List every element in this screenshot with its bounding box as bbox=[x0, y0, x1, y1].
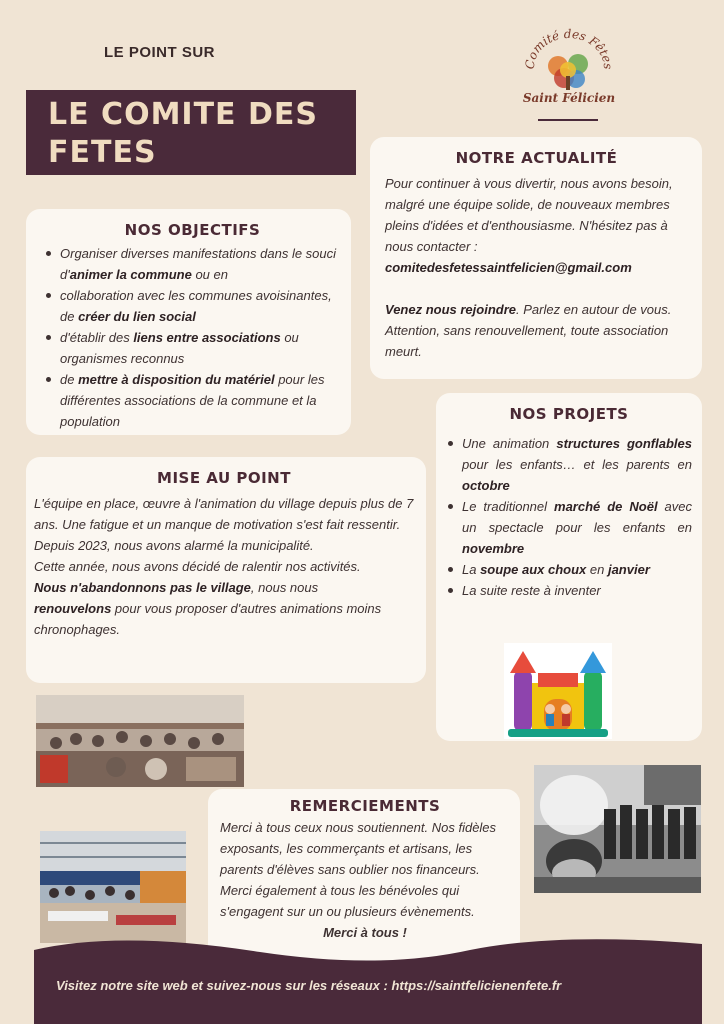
projets-card bbox=[436, 393, 702, 741]
mise-au-point-line-3: Cette année, nous avons décidé de ralentir nos activités. bbox=[34, 559, 361, 574]
list-item: d'établir des liens entre associations ou organismes reconnus bbox=[44, 327, 341, 369]
list-item: Une animation structures gonflables pour les enfants… et les parents en octobre bbox=[446, 433, 692, 496]
gym-market-photo bbox=[40, 831, 186, 943]
projets-title: NOS PROJETS bbox=[509, 405, 629, 423]
footer-band bbox=[0, 930, 724, 1024]
soup-cauldron-photo bbox=[534, 765, 701, 893]
objectifs-card bbox=[26, 209, 351, 435]
bouncy-castle-illustration bbox=[504, 643, 612, 739]
list-item: La soupe aux choux en janvier bbox=[446, 559, 692, 580]
actualite-card bbox=[370, 137, 702, 379]
list-item: Organiser diverses manifestations dans le souci d'animer la commune ou en bbox=[44, 243, 341, 285]
title-block bbox=[26, 90, 356, 175]
logo-arc-text: Comité des Fêtes bbox=[522, 26, 616, 70]
list-item: de mettre à disposition du matériel pour les différentes associations de la commune et la population bbox=[44, 369, 341, 432]
list-item: collaboration avec les communes avoisinantes, de créer du lien social bbox=[44, 285, 341, 327]
market-hall-photo bbox=[36, 695, 244, 787]
join-us-text: Venez nous rejoindre bbox=[385, 302, 516, 317]
logo-place: Saint Félicien bbox=[522, 91, 616, 105]
bouncy-castle-icon bbox=[504, 643, 612, 739]
page-title-line-2: FETES bbox=[48, 135, 157, 170]
list-item: Le traditionnel marché de Noël avec un spectacle pour les enfants en novembre bbox=[446, 496, 692, 559]
actualite-title: NOTRE ACTUALITÉ bbox=[455, 149, 618, 167]
remerciements-closing: Merci à tous ! bbox=[323, 925, 407, 940]
objectifs-list bbox=[44, 243, 341, 432]
mise-au-point-bold-1: Nous n'abandonnons pas le village bbox=[34, 580, 251, 595]
mise-au-point-line-1: L'équipe en place, œuvre à l'animation du village depuis plus de 7 ans. Une fatigue et un manque de motivation s'est fait ressentir. bbox=[34, 496, 414, 532]
tree-logo-icon bbox=[520, 24, 618, 124]
kicker: LE POINT SUR bbox=[104, 44, 216, 61]
list-item: La suite reste à inventer bbox=[446, 580, 692, 601]
mise-au-point-bold-2: renouvelons bbox=[34, 601, 112, 616]
remerciements-title: REMERCIEMENTS bbox=[289, 797, 441, 815]
logo bbox=[520, 24, 618, 124]
logo-divider bbox=[538, 119, 598, 121]
mise-au-point-line-2: Depuis 2023, nous avons alarmé la municipalité. bbox=[34, 538, 314, 553]
mise-au-point-title: MISE AU POINT bbox=[157, 469, 291, 487]
objectifs-title: NOS OBJECTIFS bbox=[124, 221, 261, 239]
remerciements-text: Merci à tous ceux nous soutiennent. Nos fidèles exposants, les commerçants et artisans, les parents d'élèves sans oublier nos financeurs. Merci également à tous les bénévoles qui s'engagent sur un ou plusieurs évènements. bbox=[220, 820, 497, 919]
footer-text: Visitez notre site web et suivez-nous sur les réseaux : https://saintfelicienenfete.fr bbox=[56, 978, 562, 993]
mise-au-point-card: MISE AU POINT L'équipe en place, œuvre à l'animation du village depuis plus de 7 ans. Une fatigue et un manque de motivation s'est fait ressentir. Depuis 2023, nous avons alarmé la municipalité. Cette année, nous avons décidé de ralentir nos activités. Nous n'abandonnons pas le village, nous nous renouvelons pour vous proposer d'autres animations moins chronophages. bbox=[26, 457, 426, 683]
contact-email[interactable]: comitedesfetessaintfelicien@gmail.com bbox=[385, 260, 632, 275]
actualite-paragraph-2: . Parlez en autour de vous. Attention, sans renouvellement, toute association meurt. bbox=[385, 302, 672, 359]
actualite-paragraph-1: Pour continuer à vous divertir, nous avons besoin, malgré une équipe solide, de nouveaux membres pleins d'idées et d'enthousiasme. N'hésitez pas à nous contacter : bbox=[385, 176, 673, 254]
page-title-line-1: LE COMITE DES bbox=[48, 97, 318, 132]
projets-list bbox=[446, 433, 692, 601]
